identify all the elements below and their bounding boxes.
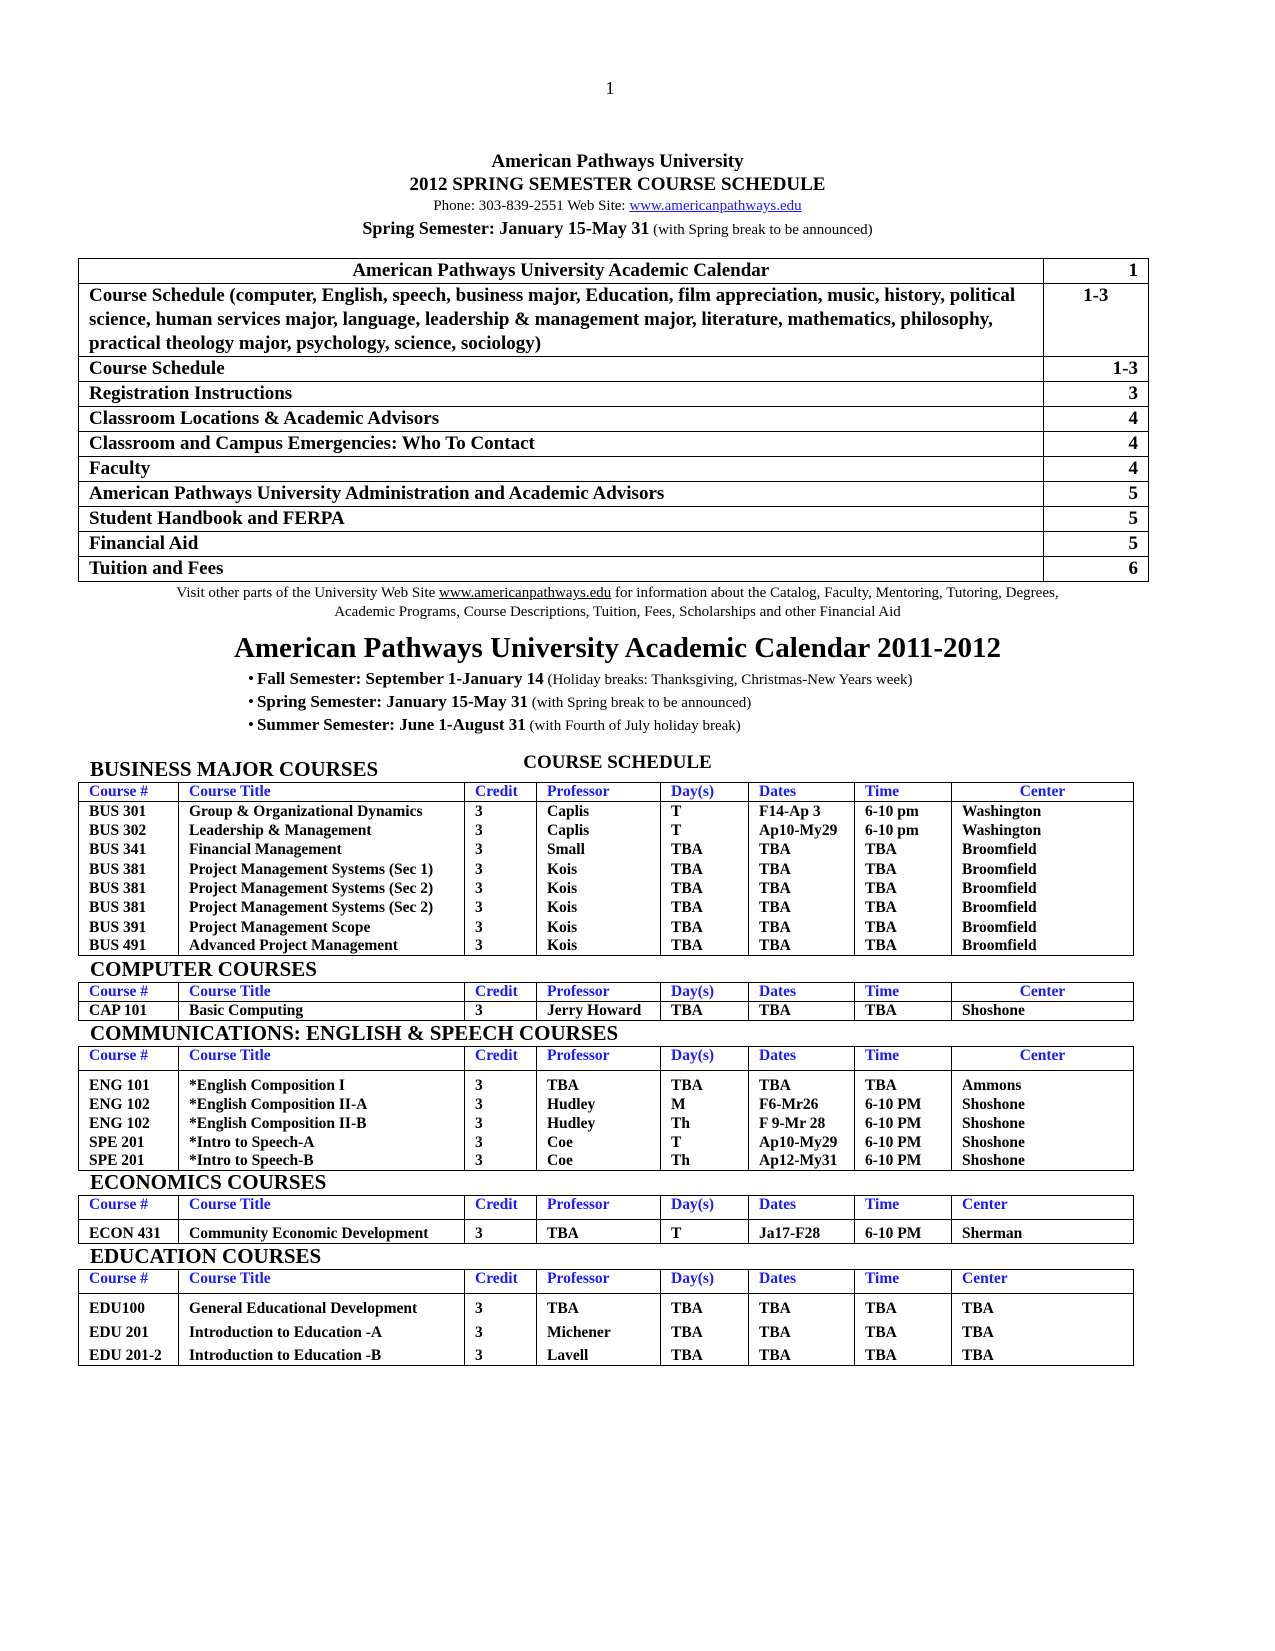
table-of-contents xyxy=(78,258,1149,582)
table-cell: ECON 431 xyxy=(79,1220,179,1244)
table-row xyxy=(79,879,1134,898)
table-cell: Lavell xyxy=(537,1342,661,1366)
column-header: Professor xyxy=(537,783,661,802)
table-cell: 3 xyxy=(465,1152,537,1171)
table-cell: TBA xyxy=(855,859,952,878)
table-cell: Sherman xyxy=(952,1220,1134,1244)
column-header: Professor xyxy=(537,983,661,1002)
column-header: Center xyxy=(952,783,1134,802)
toc-page: 3 xyxy=(1043,382,1148,407)
table-cell: BUS 391 xyxy=(79,917,179,936)
toc-title: American Pathways University Academic Calendar xyxy=(79,259,1044,284)
calendar-item-note: (with Fourth of July holiday break) xyxy=(525,718,741,734)
table-cell: Coe xyxy=(537,1133,661,1152)
table-cell: Th xyxy=(661,1114,749,1133)
table-cell: TBA xyxy=(749,1071,855,1095)
table-cell: 3 xyxy=(465,859,537,878)
column-header: Dates xyxy=(749,983,855,1002)
table-cell: Ap10-My29 xyxy=(749,1133,855,1152)
visit-note xyxy=(0,584,1235,622)
table-cell: *English Composition II-B xyxy=(179,1114,465,1133)
table-cell: 6-10 PM xyxy=(855,1133,952,1152)
toc-page: 1 xyxy=(1043,259,1148,284)
table-cell: 3 xyxy=(465,821,537,840)
table-cell: 3 xyxy=(465,1071,537,1095)
table-cell: TBA xyxy=(661,1071,749,1095)
phone-label: Phone: 303-839-2551 Web Site: xyxy=(433,198,630,214)
column-header: Professor xyxy=(537,1270,661,1294)
toc-title: Course Schedule (computer, English, speech, business major, Education, film appreciation, music, history, political science, human services major, language, leadership & management major, literature, mathematics, philosophy, practical theology major, psychology, science, sociology) xyxy=(79,284,1044,357)
toc-row xyxy=(79,482,1149,507)
calendar-item xyxy=(248,668,913,691)
toc-page: 6 xyxy=(1043,557,1148,582)
table-cell: Coe xyxy=(537,1152,661,1171)
table-row xyxy=(79,802,1134,821)
table-cell: 3 xyxy=(465,1133,537,1152)
table-row xyxy=(79,1152,1134,1171)
column-header: Center xyxy=(952,1047,1134,1071)
table-cell: Ja17-F28 xyxy=(749,1220,855,1244)
table-cell: BUS 302 xyxy=(79,821,179,840)
table-cell: 6-10 PM xyxy=(855,1095,952,1114)
course-table-header xyxy=(79,1196,1134,1220)
toc-row xyxy=(79,407,1149,432)
visit-note-before: Visit other parts of the University Web Site xyxy=(176,585,439,601)
table-row xyxy=(79,917,1134,936)
table-cell: TBA xyxy=(661,1002,749,1021)
bullet-icon: • xyxy=(248,669,254,688)
table-cell: Ammons xyxy=(952,1071,1134,1095)
toc-page: 4 xyxy=(1043,432,1148,457)
column-header: Course # xyxy=(79,1047,179,1071)
visit-note-after: for information about the Catalog, Faculty, Mentoring, Tutoring, Degrees, xyxy=(611,585,1059,601)
table-cell: 6-10 PM xyxy=(855,1152,952,1171)
column-header: Time xyxy=(855,983,952,1002)
table-row xyxy=(79,1220,1134,1244)
column-header: Day(s) xyxy=(661,983,749,1002)
table-cell: BUS 341 xyxy=(79,840,179,859)
table-cell: TBA xyxy=(661,859,749,878)
toc-row xyxy=(79,457,1149,482)
table-cell: Shoshone xyxy=(952,1152,1134,1171)
column-header: Credit xyxy=(465,1270,537,1294)
toc-row xyxy=(79,557,1149,582)
section-heading: ECONOMICS COURSES xyxy=(90,1170,327,1194)
calendar-title: American Pathways University Academic Calendar 2011-2012 xyxy=(233,632,1002,664)
table-cell: Caplis xyxy=(537,802,661,821)
table-cell: Shoshone xyxy=(952,1095,1134,1114)
table-cell: TBA xyxy=(661,1342,749,1366)
column-header: Course Title xyxy=(179,1270,465,1294)
column-header: Course Title xyxy=(179,1196,465,1220)
column-header: Time xyxy=(855,783,952,802)
calendar-item-note: (Holiday breaks: Thanksgiving, Christmas-New Years week) xyxy=(543,672,913,688)
calendar-item-dates: Fall Semester: September 1-January 14 xyxy=(256,669,544,688)
column-header: Credit xyxy=(465,1196,537,1220)
table-cell: M xyxy=(661,1095,749,1114)
table-cell: Broomfield xyxy=(952,917,1134,936)
toc-row xyxy=(79,284,1149,357)
table-cell: T xyxy=(661,1220,749,1244)
calendar-item xyxy=(248,691,913,714)
table-cell: ENG 101 xyxy=(79,1071,179,1095)
table-cell: Kois xyxy=(537,859,661,878)
table-cell: 3 xyxy=(465,917,537,936)
column-header: Course # xyxy=(79,1196,179,1220)
table-cell: TBA xyxy=(749,1002,855,1021)
table-cell: Kois xyxy=(537,879,661,898)
column-header: Center xyxy=(952,983,1134,1002)
table-cell: SPE 201 xyxy=(79,1133,179,1152)
table-cell: Kois xyxy=(537,917,661,936)
toc-title: Classroom and Campus Emergencies: Who To Contact xyxy=(79,432,1044,457)
course-table xyxy=(78,1046,1134,1171)
table-cell: TBA xyxy=(855,879,952,898)
university-name: American Pathways University xyxy=(491,151,744,172)
toc-page: 1-3 xyxy=(1043,357,1148,382)
table-cell: Broomfield xyxy=(952,840,1134,859)
column-header: Time xyxy=(855,1270,952,1294)
toc-page: 5 xyxy=(1043,507,1148,532)
table-cell: TBA xyxy=(855,1342,952,1366)
table-cell: Project Management Scope xyxy=(179,917,465,936)
toc-page: 5 xyxy=(1043,482,1148,507)
contact-line xyxy=(0,196,1235,216)
table-cell: SPE 201 xyxy=(79,1152,179,1171)
table-cell: TBA xyxy=(749,859,855,878)
toc-title: Classroom Locations & Academic Advisors xyxy=(79,407,1044,432)
calendar-list xyxy=(248,668,913,737)
table-cell: Community Economic Development xyxy=(179,1220,465,1244)
table-cell: Caplis xyxy=(537,821,661,840)
table-cell: TBA xyxy=(952,1342,1134,1366)
table-cell: Hudley xyxy=(537,1095,661,1114)
table-cell: Introduction to Education -A xyxy=(179,1318,465,1342)
table-cell: Small xyxy=(537,840,661,859)
table-cell: F6-Mr26 xyxy=(749,1095,855,1114)
column-header: Course Title xyxy=(179,1047,465,1071)
semester-line xyxy=(0,216,1235,242)
column-header: Day(s) xyxy=(661,1196,749,1220)
table-row xyxy=(79,898,1134,917)
table-row xyxy=(79,937,1134,956)
table-cell: Kois xyxy=(537,937,661,956)
table-cell: TBA xyxy=(952,1318,1134,1342)
table-cell: 6-10 PM xyxy=(855,1220,952,1244)
toc-row xyxy=(79,532,1149,557)
column-header: Course # xyxy=(79,983,179,1002)
table-cell: *Intro to Speech-B xyxy=(179,1152,465,1171)
table-cell: Basic Computing xyxy=(179,1002,465,1021)
table-cell: Th xyxy=(661,1152,749,1171)
table-row xyxy=(79,1095,1134,1114)
toc-title: Financial Aid xyxy=(79,532,1044,557)
toc-page: 5 xyxy=(1043,532,1148,557)
table-cell: TBA xyxy=(749,898,855,917)
column-header: Day(s) xyxy=(661,1047,749,1071)
toc-page: 4 xyxy=(1043,407,1148,432)
toc-title: Course Schedule xyxy=(79,357,1044,382)
table-cell: 3 xyxy=(465,840,537,859)
semester-dates: Spring Semester: January 15-May 31 xyxy=(362,218,650,238)
table-cell: F14-Ap 3 xyxy=(749,802,855,821)
table-cell: TBA xyxy=(537,1071,661,1095)
table-cell: ENG 102 xyxy=(79,1095,179,1114)
toc-title: Student Handbook and FERPA xyxy=(79,507,1044,532)
table-cell: Ap12-My31 xyxy=(749,1152,855,1171)
column-header: Course # xyxy=(79,1270,179,1294)
table-cell: Shoshone xyxy=(952,1002,1134,1021)
table-cell: TBA xyxy=(855,1318,952,1342)
column-header: Dates xyxy=(749,783,855,802)
table-cell: Washington xyxy=(952,821,1134,840)
table-cell: 3 xyxy=(465,937,537,956)
document-header xyxy=(0,150,1235,242)
section-heading: COMPUTER COURSES xyxy=(90,957,317,981)
toc-row xyxy=(79,357,1149,382)
table-cell: Kois xyxy=(537,898,661,917)
table-cell: 3 xyxy=(465,1002,537,1021)
table-cell: TBA xyxy=(749,840,855,859)
table-cell: TBA xyxy=(537,1294,661,1318)
table-cell: TBA xyxy=(749,937,855,956)
table-cell: 3 xyxy=(465,1220,537,1244)
column-header: Credit xyxy=(465,1047,537,1071)
table-cell: Introduction to Education -B xyxy=(179,1342,465,1366)
table-cell: TBA xyxy=(661,1294,749,1318)
column-header: Center xyxy=(952,1270,1134,1294)
table-cell: TBA xyxy=(661,879,749,898)
table-cell: CAP 101 xyxy=(79,1002,179,1021)
column-header: Time xyxy=(855,1047,952,1071)
table-row xyxy=(79,1133,1134,1152)
table-cell: 3 xyxy=(465,898,537,917)
table-cell: Washington xyxy=(952,802,1134,821)
table-cell: Michener xyxy=(537,1318,661,1342)
visit-note-url[interactable]: www.americanpathways.edu xyxy=(438,585,612,601)
column-header: Professor xyxy=(537,1196,661,1220)
table-cell: Ap10-My29 xyxy=(749,821,855,840)
table-cell: BUS 381 xyxy=(79,859,179,878)
table-cell: 6-10 pm xyxy=(855,802,952,821)
table-cell: Shoshone xyxy=(952,1114,1134,1133)
toc-row xyxy=(79,432,1149,457)
toc-title: Tuition and Fees xyxy=(79,557,1044,582)
table-cell: 3 xyxy=(465,1114,537,1133)
column-header: Dates xyxy=(749,1047,855,1071)
table-cell: TBA xyxy=(749,1294,855,1318)
table-cell: TBA xyxy=(749,1342,855,1366)
table-cell: Project Management Systems (Sec 1) xyxy=(179,859,465,878)
bullet-icon: • xyxy=(248,715,254,734)
column-header: Time xyxy=(855,1196,952,1220)
table-cell: 3 xyxy=(465,1294,537,1318)
column-header: Course # xyxy=(79,783,179,802)
table-cell: 6-10 PM xyxy=(855,1114,952,1133)
table-cell: TBA xyxy=(661,937,749,956)
table-cell: TBA xyxy=(855,898,952,917)
column-header: Dates xyxy=(749,1270,855,1294)
table-cell: BUS 491 xyxy=(79,937,179,956)
course-table xyxy=(78,1269,1134,1366)
table-row xyxy=(79,1071,1134,1095)
table-cell: TBA xyxy=(661,898,749,917)
column-header: Day(s) xyxy=(661,783,749,802)
column-header: Course Title xyxy=(179,783,465,802)
table-cell: TBA xyxy=(537,1220,661,1244)
column-header: Professor xyxy=(537,1047,661,1071)
toc-row xyxy=(79,507,1149,532)
table-cell: TBA xyxy=(855,1002,952,1021)
column-header: Credit xyxy=(465,983,537,1002)
table-row xyxy=(79,859,1134,878)
table-cell: T xyxy=(661,802,749,821)
table-cell: Project Management Systems (Sec 2) xyxy=(179,879,465,898)
table-row xyxy=(79,1114,1134,1133)
table-cell: Broomfield xyxy=(952,898,1134,917)
course-table xyxy=(78,1195,1134,1244)
table-cell: T xyxy=(661,1133,749,1152)
table-cell: TBA xyxy=(952,1294,1134,1318)
calendar-item-note: (with Spring break to be announced) xyxy=(527,695,752,711)
website-link[interactable]: www.americanpathways.edu xyxy=(629,198,802,214)
table-cell: Advanced Project Management xyxy=(179,937,465,956)
table-row xyxy=(79,1294,1134,1318)
column-header: Day(s) xyxy=(661,1270,749,1294)
table-cell: Project Management Systems (Sec 2) xyxy=(179,898,465,917)
table-row xyxy=(79,1318,1134,1342)
table-cell: Hudley xyxy=(537,1114,661,1133)
column-header: Center xyxy=(952,1196,1134,1220)
table-cell: TBA xyxy=(749,879,855,898)
table-cell: ENG 102 xyxy=(79,1114,179,1133)
table-cell: Broomfield xyxy=(952,879,1134,898)
table-row xyxy=(79,840,1134,859)
table-cell: General Educational Development xyxy=(179,1294,465,1318)
table-cell: TBA xyxy=(661,840,749,859)
table-cell: TBA xyxy=(749,917,855,936)
table-cell: Shoshone xyxy=(952,1133,1134,1152)
toc-title: Registration Instructions xyxy=(79,382,1044,407)
table-cell: 3 xyxy=(465,1318,537,1342)
table-cell: TBA xyxy=(661,917,749,936)
column-header: Dates xyxy=(749,1196,855,1220)
table-cell: TBA xyxy=(855,937,952,956)
table-cell: F 9-Mr 28 xyxy=(749,1114,855,1133)
calendar-item xyxy=(248,714,913,737)
table-cell: Broomfield xyxy=(952,937,1134,956)
toc-page: 1-3 xyxy=(1043,284,1148,357)
table-cell: TBA xyxy=(855,840,952,859)
table-cell: BUS 381 xyxy=(79,879,179,898)
table-row xyxy=(79,1342,1134,1366)
table-cell: Broomfield xyxy=(952,859,1134,878)
calendar-item-dates: Spring Semester: January 15-May 31 xyxy=(256,692,528,711)
table-cell: 3 xyxy=(465,1342,537,1366)
table-cell: Financial Management xyxy=(179,840,465,859)
table-cell: *Intro to Speech-A xyxy=(179,1133,465,1152)
section-heading: BUSINESS MAJOR COURSES xyxy=(90,757,379,781)
course-table-header xyxy=(79,1047,1134,1071)
table-cell: Jerry Howard xyxy=(537,1002,661,1021)
table-cell: T xyxy=(661,821,749,840)
table-cell: BUS 301 xyxy=(79,802,179,821)
table-cell: Group & Organizational Dynamics xyxy=(179,802,465,821)
column-header: Course Title xyxy=(179,983,465,1002)
toc-row xyxy=(79,259,1149,284)
table-cell: EDU 201-2 xyxy=(79,1342,179,1366)
course-table-header xyxy=(79,983,1134,1002)
toc-row xyxy=(79,382,1149,407)
toc-page: 4 xyxy=(1043,457,1148,482)
table-cell: BUS 381 xyxy=(79,898,179,917)
column-header: Credit xyxy=(465,783,537,802)
course-table-header xyxy=(79,783,1134,802)
toc-title: Faculty xyxy=(79,457,1044,482)
toc-title: American Pathways University Administration and Academic Advisors xyxy=(79,482,1044,507)
table-cell: TBA xyxy=(855,1071,952,1095)
course-table xyxy=(78,982,1134,1021)
table-cell: 3 xyxy=(465,879,537,898)
table-cell: TBA xyxy=(749,1318,855,1342)
table-cell: 3 xyxy=(465,1095,537,1114)
section-heading: COMMUNICATIONS: ENGLISH & SPEECH COURSES xyxy=(90,1021,619,1045)
table-cell: TBA xyxy=(855,917,952,936)
table-cell: Leadership & Management xyxy=(179,821,465,840)
table-cell: EDU100 xyxy=(79,1294,179,1318)
schedule-title: 2012 SPRING SEMESTER COURSE SCHEDULE xyxy=(409,174,826,195)
table-cell: *English Composition I xyxy=(179,1071,465,1095)
table-cell: TBA xyxy=(855,1294,952,1318)
course-schedule-heading: COURSE SCHEDULE xyxy=(523,752,712,773)
table-row xyxy=(79,821,1134,840)
table-cell: TBA xyxy=(661,1318,749,1342)
table-cell: *English Composition II-A xyxy=(179,1095,465,1114)
table-cell: 3 xyxy=(465,802,537,821)
calendar-item-dates: Summer Semester: June 1-August 31 xyxy=(256,715,526,734)
table-row xyxy=(79,1002,1134,1021)
course-table xyxy=(78,782,1134,956)
table-cell: EDU 201 xyxy=(79,1318,179,1342)
page-number: 1 xyxy=(605,78,615,98)
section-heading: EDUCATION COURSES xyxy=(90,1244,322,1268)
semester-note: (with Spring break to be announced) xyxy=(649,222,873,238)
visit-note-line2: Academic Programs, Course Descriptions, Tuition, Fees, Scholarships and other Financial Aid xyxy=(334,604,901,620)
table-cell: 6-10 pm xyxy=(855,821,952,840)
course-table-header xyxy=(79,1270,1134,1294)
bullet-icon: • xyxy=(248,692,254,711)
